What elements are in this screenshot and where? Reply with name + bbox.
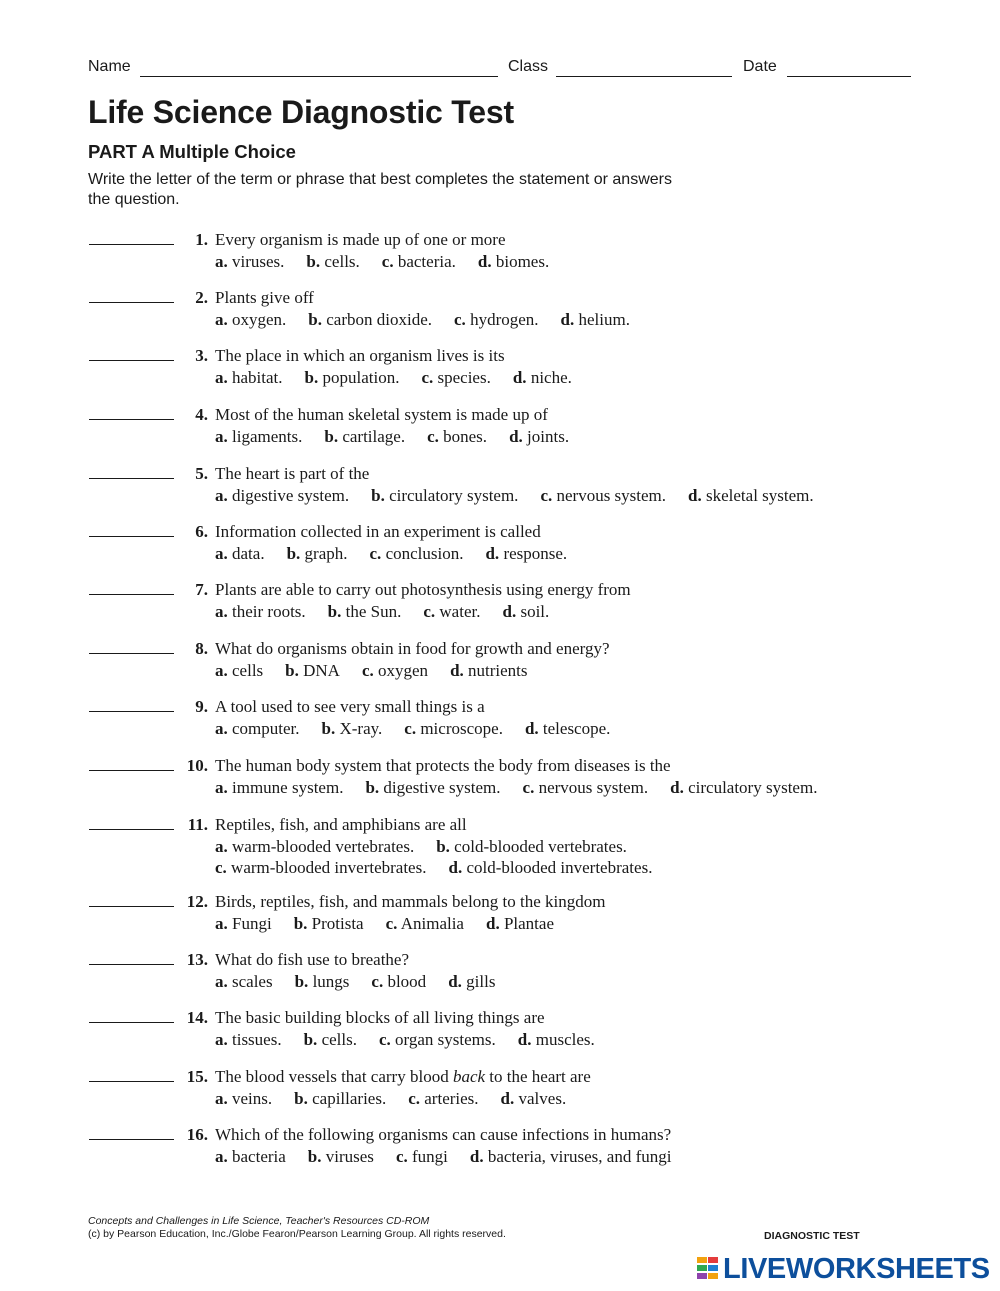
choice-letter: b. (324, 427, 339, 446)
choice-row (215, 251, 549, 274)
answer-choice[interactable] (513, 367, 572, 390)
choice-text: computer. (232, 719, 300, 738)
choice-text: fungi (411, 1147, 448, 1166)
choice-letter: c. (427, 427, 439, 446)
choice-letter: c. (215, 858, 227, 877)
question-number: 3. (195, 346, 208, 365)
answer-choice[interactable] (362, 660, 428, 683)
choice-text: cells. (321, 1030, 357, 1049)
choice-letter: b. (365, 778, 380, 797)
choice-text: Animalia (400, 914, 464, 933)
question-number: 14. (186, 1008, 208, 1027)
date-label: Date (743, 58, 777, 75)
choice-text: data. (232, 544, 265, 563)
answer-choice[interactable] (448, 857, 652, 880)
class-field[interactable] (556, 76, 732, 77)
choice-text: cells. (324, 252, 360, 271)
answer-blank[interactable] (89, 964, 174, 965)
choice-row (215, 1029, 595, 1052)
answer-choice[interactable] (365, 777, 500, 800)
choice-text: blood (387, 972, 427, 991)
answer-blank[interactable] (89, 419, 174, 420)
answer-blank[interactable] (89, 1139, 174, 1140)
footer-label: DIAGNOSTIC TEST (764, 1230, 860, 1242)
choice-row (215, 1088, 566, 1111)
choice-text: ligaments. (232, 427, 303, 446)
choice-text: cold-blooded invertebrates. (466, 858, 653, 877)
question-text: Plants are able to carry out photosynthesis using energy from (215, 580, 631, 599)
choice-letter: d. (688, 486, 702, 505)
question-text-part: to the heart are (485, 1067, 591, 1086)
answer-choice[interactable] (308, 309, 432, 332)
choice-text: bones. (443, 427, 488, 446)
answer-choice[interactable] (215, 718, 300, 741)
choice-text: X-ray. (339, 719, 383, 738)
choice-letter: c. (361, 661, 374, 680)
choice-letter: a. (215, 544, 228, 563)
answer-choice[interactable] (215, 543, 265, 566)
choice-letter: a. (215, 1089, 228, 1108)
question-text: The basic building blocks of all living things are (215, 1008, 545, 1027)
choice-text: joints. (527, 427, 570, 446)
answer-choice[interactable] (525, 718, 610, 741)
answer-choice[interactable] (294, 1088, 386, 1111)
choice-letter: a. (215, 837, 228, 856)
answer-choice[interactable] (509, 426, 569, 449)
choice-text: viruses. (232, 252, 285, 271)
choice-text: circulatory system. (688, 778, 818, 797)
choice-text: niche. (530, 368, 572, 387)
choice-text: circulatory system. (389, 486, 519, 505)
answer-choice[interactable] (328, 601, 402, 624)
choice-letter: d. (485, 544, 500, 563)
answer-choice[interactable] (370, 543, 464, 566)
question-text: Information collected in an experiment is called (215, 522, 541, 541)
question-number: 8. (195, 639, 208, 658)
choice-text: Plantae (503, 914, 554, 933)
answer-choice[interactable] (436, 836, 627, 859)
choice-letter: d. (512, 368, 527, 387)
choice-text: viruses (325, 1147, 374, 1166)
choice-letter: a. (215, 972, 228, 991)
choice-text: helium. (578, 310, 630, 329)
choice-text: conclusion. (385, 544, 464, 563)
answer-choice[interactable] (304, 1029, 357, 1052)
answer-blank[interactable] (89, 594, 174, 595)
answer-blank[interactable] (89, 653, 174, 654)
choice-text: bacteria. (397, 252, 456, 271)
choice-letter: b. (327, 602, 342, 621)
choice-letter: b. (436, 837, 450, 856)
answer-blank[interactable] (89, 244, 174, 245)
choice-text: arteries. (424, 1089, 479, 1108)
question-number: 16. (186, 1125, 208, 1144)
answer-choice[interactable] (305, 367, 400, 390)
choice-text: habitat. (232, 368, 283, 387)
liveworksheets-icon (697, 1255, 719, 1283)
choice-text: soil. (520, 602, 550, 621)
name-field[interactable] (140, 76, 498, 77)
choice-text: the Sun. (345, 602, 402, 621)
answer-choice[interactable] (215, 485, 349, 508)
choice-letter: d. (500, 1089, 515, 1108)
answer-choice[interactable] (308, 1146, 374, 1169)
answer-blank[interactable] (89, 302, 174, 303)
choice-row (215, 426, 569, 449)
answer-blank[interactable] (89, 711, 174, 712)
choice-text: nutrients (468, 661, 528, 680)
choice-text: oxygen. (232, 310, 287, 329)
choice-text: digestive system. (383, 778, 501, 797)
answer-blank[interactable] (89, 770, 174, 771)
question-number: 5. (195, 464, 208, 483)
choice-letter: c. (404, 719, 417, 738)
answer-choice[interactable] (215, 913, 272, 936)
choice-text: water. (439, 602, 481, 621)
choice-row (215, 601, 549, 624)
choice-letter: d. (448, 972, 462, 991)
choice-letter: a. (215, 1030, 228, 1049)
choice-text: organ systems. (395, 1030, 496, 1049)
name-label: Name (88, 58, 131, 75)
choice-text: scales (232, 972, 273, 991)
choice-letter: b. (303, 1030, 318, 1049)
choice-letter: b. (306, 252, 321, 271)
question-text (215, 1066, 591, 1089)
answer-choice[interactable] (408, 1088, 478, 1111)
answer-blank[interactable] (89, 829, 174, 830)
choice-letter: a. (215, 661, 228, 680)
answer-choice[interactable] (502, 601, 549, 624)
question-number: 7. (195, 580, 208, 599)
question-text: What do organisms obtain in food for growth and energy? (215, 639, 610, 658)
answer-choice[interactable] (486, 913, 554, 936)
choice-letter: d. (450, 661, 464, 680)
question-number: 12. (186, 892, 208, 911)
answer-choice[interactable] (450, 660, 527, 683)
question-text: Reptiles, fish, and amphibians are all (215, 815, 467, 834)
answer-choice[interactable] (215, 836, 414, 859)
answer-choice[interactable] (454, 309, 539, 332)
choice-text: capillaries. (312, 1089, 387, 1108)
choice-letter: d. (502, 602, 517, 621)
question-number: 13. (186, 950, 208, 969)
choice-text: bacteria (232, 1147, 286, 1166)
question-text-emphasis: back (452, 1067, 486, 1086)
choice-row (215, 660, 528, 683)
choice-letter: a. (215, 719, 228, 738)
section-heading: PART A Multiple Choice (88, 141, 296, 162)
choice-letter: b. (294, 1089, 308, 1108)
choice-row (215, 836, 627, 859)
choice-text: carbon dioxide. (326, 310, 433, 329)
choice-text: warm-blooded invertebrates. (231, 858, 427, 877)
answer-choice[interactable] (371, 485, 518, 508)
liveworksheets-wordmark: LIVEWORKSHEETS (723, 1252, 990, 1285)
answer-blank[interactable] (89, 906, 174, 907)
liveworksheets-logo (697, 1252, 990, 1286)
answer-choice[interactable] (306, 251, 359, 274)
answer-choice[interactable] (688, 485, 814, 508)
choice-letter: c. (381, 252, 394, 271)
answer-choice[interactable] (215, 1146, 286, 1169)
question-text-part: The blood vessels that carry blood (215, 1067, 453, 1086)
choice-row (215, 718, 610, 741)
choice-letter: a. (215, 427, 228, 446)
answer-choice[interactable] (448, 971, 495, 994)
page-title: Life Science Diagnostic Test (88, 94, 514, 130)
footer-credits (88, 1215, 506, 1241)
answer-choice[interactable] (396, 1146, 448, 1169)
answer-choice[interactable] (540, 485, 666, 508)
choice-letter: b. (293, 914, 308, 933)
choice-letter: b. (285, 661, 299, 680)
answer-choice[interactable] (379, 1029, 496, 1052)
answer-choice[interactable] (287, 543, 348, 566)
choice-letter: c. (395, 1147, 408, 1166)
choice-text: warm-blooded vertebrates. (232, 837, 415, 856)
question-text: Plants give off (215, 288, 314, 307)
question-text: Which of the following organisms can cause infections in humans? (215, 1125, 672, 1144)
choice-text: lungs (312, 972, 350, 991)
choice-text: valves. (518, 1089, 567, 1108)
choice-letter: a. (215, 778, 228, 797)
choice-letter: b. (307, 1147, 322, 1166)
choice-text: hydrogen. (470, 310, 539, 329)
choice-letter: a. (215, 252, 228, 271)
choice-text: population. (322, 368, 400, 387)
choice-letter: a. (215, 310, 228, 329)
choice-row (215, 367, 572, 390)
answer-choice[interactable] (285, 660, 340, 683)
choice-letter: c. (540, 486, 553, 505)
question-text: A tool used to see very small things is a (215, 697, 485, 716)
choice-row (215, 543, 567, 566)
choice-letter: c. (369, 544, 382, 563)
footer-source: Concepts and Challenges in Life Science, Teacher's Resources CD-ROM (88, 1215, 430, 1227)
choice-letter: c. (421, 368, 434, 387)
choice-text: cartilage. (342, 427, 406, 446)
choice-row (215, 777, 817, 800)
answer-choice[interactable] (561, 309, 630, 332)
answer-choice[interactable] (215, 251, 284, 274)
answer-choice[interactable] (322, 718, 383, 741)
answer-choice[interactable] (501, 1088, 567, 1111)
choice-text: oxygen (378, 661, 429, 680)
question-number: 2. (195, 288, 208, 307)
choice-text: microscope. (420, 719, 503, 738)
answer-choice[interactable] (215, 601, 306, 624)
answer-choice[interactable] (215, 660, 263, 683)
choice-row (215, 485, 814, 508)
choice-letter: b. (308, 310, 323, 329)
answer-choice[interactable] (478, 251, 549, 274)
choice-text: nervous system. (556, 486, 667, 505)
answer-blank[interactable] (89, 360, 174, 361)
answer-choice[interactable] (386, 913, 464, 936)
choice-letter: a. (215, 914, 228, 933)
answer-choice[interactable] (470, 1146, 672, 1169)
choice-text: DNA (303, 661, 340, 680)
choice-letter: b. (321, 719, 336, 738)
choice-row (215, 1146, 671, 1169)
instructions: Write the letter of the term or phrase that best completes the statement or answers the question. (88, 171, 672, 208)
choice-text: Fungi (232, 914, 272, 933)
answer-choice[interactable] (404, 718, 503, 741)
question-number: 9. (195, 697, 208, 716)
answer-choice[interactable] (324, 426, 405, 449)
choice-text: biomes. (495, 252, 550, 271)
choice-letter: b. (304, 368, 319, 387)
choice-text: nervous system. (538, 778, 649, 797)
answer-choice[interactable] (523, 777, 649, 800)
choice-letter: d. (448, 858, 463, 877)
answer-choice[interactable] (421, 367, 490, 390)
choice-row (215, 913, 554, 936)
date-field[interactable] (787, 76, 911, 77)
choice-letter: a. (215, 1147, 228, 1166)
choice-letter: c. (522, 778, 535, 797)
answer-choice[interactable] (382, 251, 456, 274)
answer-choice[interactable] (670, 777, 817, 800)
question-text: Birds, reptiles, fish, and mammals belong to the kingdom (215, 892, 606, 911)
answer-choice[interactable] (215, 857, 426, 880)
choice-letter: d. (485, 914, 500, 933)
choice-row (215, 971, 495, 994)
choice-letter: b. (286, 544, 301, 563)
answer-choice[interactable] (485, 543, 567, 566)
class-label: Class (508, 58, 549, 75)
choice-letter: c. (454, 310, 466, 329)
choice-row (215, 309, 630, 332)
question-text: Every organism is made up of one or more (215, 230, 506, 249)
choice-text: Protista (311, 914, 364, 933)
answer-choice[interactable] (215, 309, 286, 332)
choice-text: muscles. (535, 1030, 595, 1049)
choice-letter: b. (294, 972, 309, 991)
question-number: 11. (187, 815, 208, 834)
choice-text: cells (232, 661, 264, 680)
choice-letter: d. (524, 719, 539, 738)
choice-letter: d. (560, 310, 575, 329)
choice-text: their roots. (232, 602, 306, 621)
question-text: The human body system that protects the body from diseases is the (215, 756, 671, 775)
choice-text: skeletal system. (706, 486, 814, 505)
choice-text: tissues. (232, 1030, 282, 1049)
choice-letter: c. (423, 602, 436, 621)
question-number: 6. (195, 522, 208, 541)
question-text: The heart is part of the (215, 464, 370, 483)
choice-text: immune system. (232, 778, 344, 797)
answer-choice[interactable] (423, 601, 480, 624)
answer-choice[interactable] (215, 367, 283, 390)
choice-letter: c. (378, 1030, 391, 1049)
answer-blank[interactable] (89, 1081, 174, 1082)
choice-text: gills (466, 972, 496, 991)
answer-choice[interactable] (215, 971, 273, 994)
answer-choice[interactable] (518, 1029, 595, 1052)
question-number: 10. (186, 756, 208, 775)
choice-row (215, 857, 652, 880)
footer-copyright: (c) by Pearson Education, Inc./Globe Fearon/Pearson Learning Group. All rights reserved. (88, 1228, 506, 1240)
choice-letter: a. (215, 486, 228, 505)
answer-choice[interactable] (215, 426, 302, 449)
choice-text: response. (503, 544, 568, 563)
question-text: What do fish use to breathe? (215, 950, 410, 969)
choice-letter: b. (371, 486, 385, 505)
choice-letter: d. (509, 427, 523, 446)
question-number: 15. (186, 1067, 208, 1086)
answer-choice[interactable] (215, 1029, 282, 1052)
choice-letter: d. (469, 1147, 484, 1166)
choice-text: cold-blooded vertebrates. (454, 837, 627, 856)
choice-text: species. (437, 368, 491, 387)
choice-letter: d. (477, 252, 492, 271)
choice-text: graph. (304, 544, 348, 563)
answer-choice[interactable] (294, 913, 364, 936)
choice-text: telescope. (542, 719, 611, 738)
answer-choice[interactable] (427, 426, 487, 449)
answer-choice[interactable] (371, 971, 426, 994)
student-info-line (88, 58, 912, 80)
answer-choice[interactable] (215, 1088, 272, 1111)
answer-blank[interactable] (89, 478, 174, 479)
answer-choice[interactable] (295, 971, 350, 994)
answer-choice[interactable] (215, 777, 343, 800)
choice-text: digestive system. (232, 486, 350, 505)
choice-text: veins. (232, 1089, 273, 1108)
question-text: Most of the human skeletal system is made up of (215, 405, 548, 424)
question-number: 4. (195, 405, 208, 424)
choice-letter: d. (517, 1030, 532, 1049)
choice-letter: a. (215, 602, 228, 621)
answer-blank[interactable] (89, 1022, 174, 1023)
choice-letter: d. (670, 778, 684, 797)
choice-letter: c. (408, 1089, 421, 1108)
answer-blank[interactable] (89, 536, 174, 537)
choice-letter: c. (385, 914, 398, 933)
question-number: 1. (195, 230, 208, 249)
choice-letter: a. (215, 368, 228, 387)
question-text: The place in which an organism lives is its (215, 346, 505, 365)
choice-text: bacteria, viruses, and fungi (487, 1147, 672, 1166)
choice-letter: c. (371, 972, 384, 991)
